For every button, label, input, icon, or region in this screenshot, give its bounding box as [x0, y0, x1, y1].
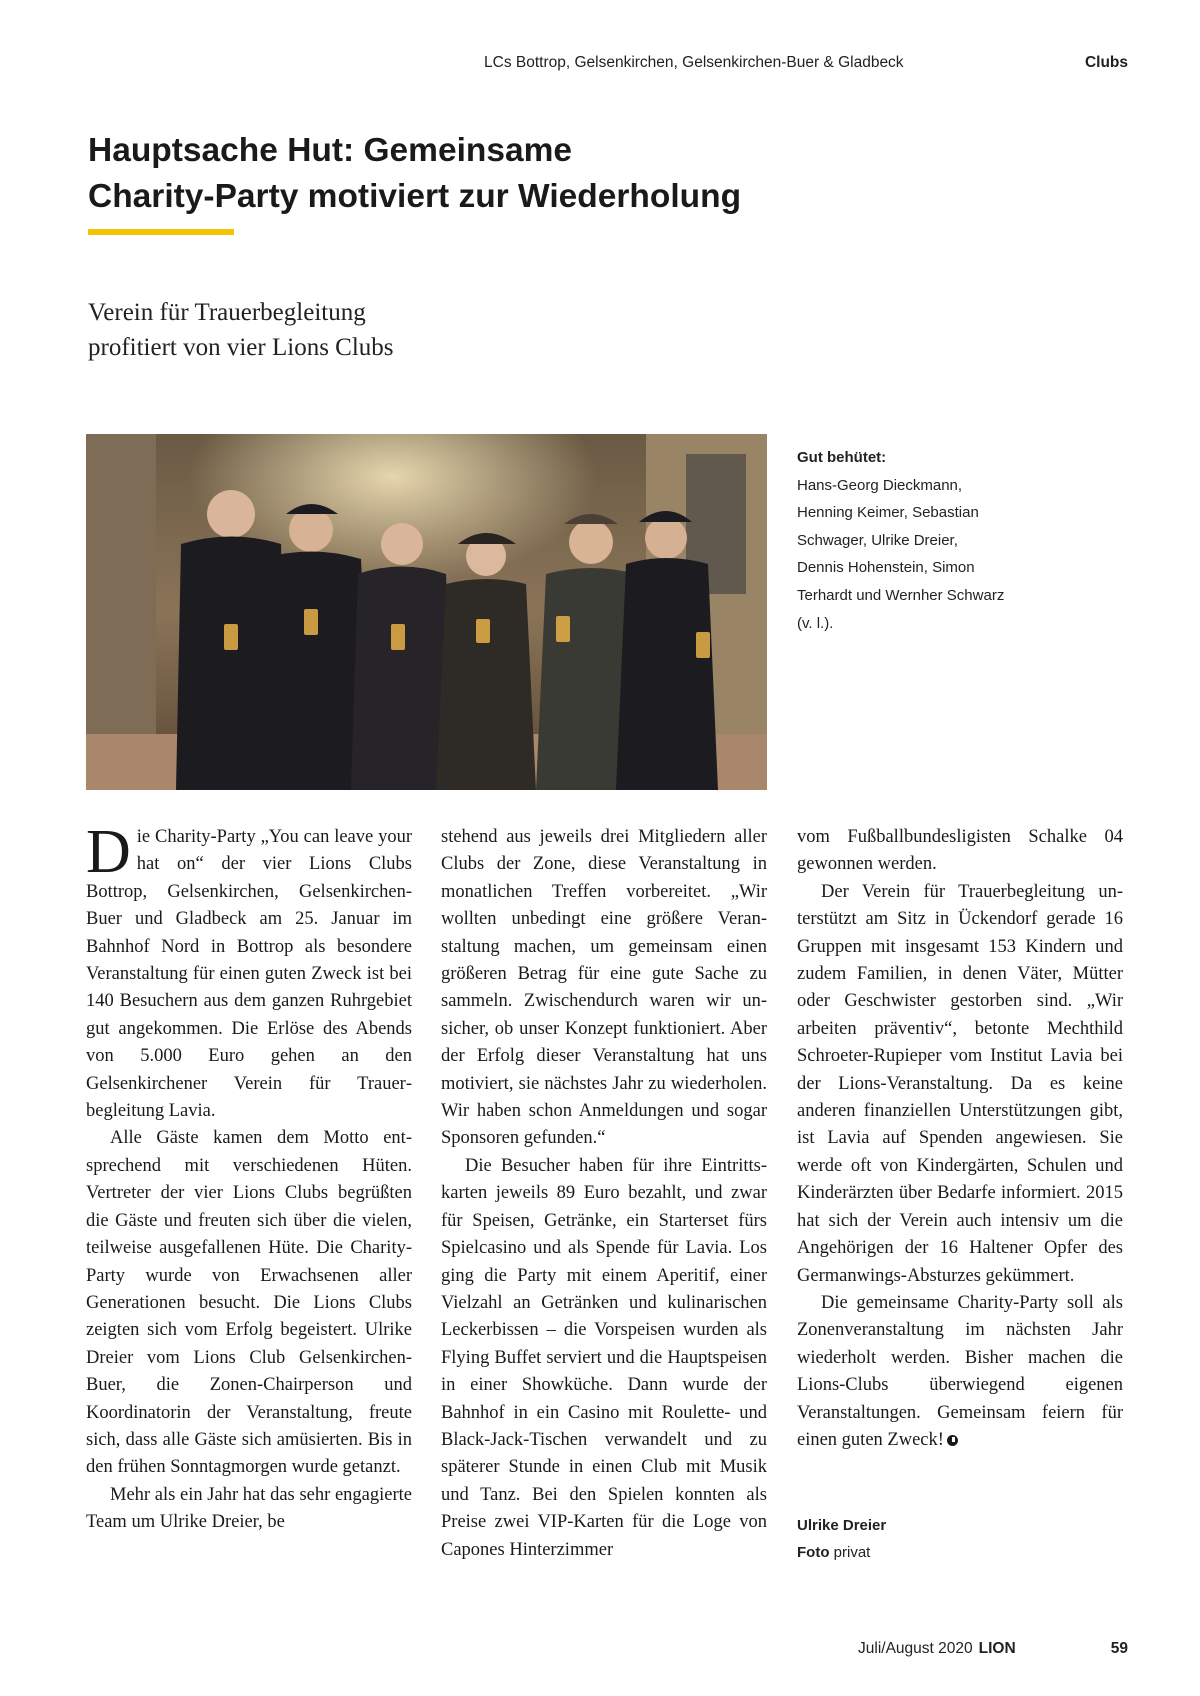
- photo-credit-label: Foto: [797, 1544, 830, 1561]
- paragraph: Die Besucher haben für ihre Eintrittskarten jeweils 89 Euro bezahlt, und zwar für Speisen, Getränke, ein Starterset fürs Spielcasino und als Spende für Lavia. Los ging die Party mit einem Aperitif, einer Vielzahl an Getränken und kulinarischen Leckerbissen – die Vorspeisen wurden als Flying Buffet serviert und die Hauptspeisen in einer Showküche. Dann wurde der Bahnhof in ein Casino mit Roulette- und Black-Jack-Tischen verwandelt und zu späterer Stunde in einen Club mit Musik und Tanz. Bei den Spielen konnten als Preise zwei VIP-Karten für die Loge von Capones Hinterzimmer: [441, 1155, 767, 1560]
- subtitle-line-2: profitiert von vier Lions Clubs: [88, 334, 394, 361]
- section-label: Clubs: [1084, 54, 1128, 71]
- paragraph: [86, 818, 412, 1125]
- paragraph-text: Die gemeinsame Charity-Party soll als Zonenveranstaltung im nächsten Jahr wiederholt werden. Bisher machen die Lions-Clubs überwiegend eigenen Veranstaltungen. Gemeinsam feiern für einen guten Zweck!: [797, 1292, 1123, 1450]
- magazine-brand: LION: [978, 1640, 1016, 1657]
- page-number: 59: [1110, 1640, 1128, 1657]
- paragraph: [797, 1290, 1123, 1454]
- caption-text: Hans-Georg Dieckmann, Henning Keimer, Sebastian Schwager, Ulrike Dreier, Dennis Hohenstein, Simon Terhardt und Wernher Schwarz (v. l.).: [797, 476, 1005, 632]
- paragraph-text: ie Charity-Party „You can leave your hat on“ der vier Lions Clubs Bottrop, Gelsenkirchen, Gelsenkirchen-Buer und Gladbeck am 25. Januar im Bahnhof Nord in Bottrop als besondere Veranstaltung für einen guten Zweck ist bei 140 Besuchern aus dem ganzen Ruhrgebiet gut angekommen. Die Erlöse des Abends von 5.000 Euro gehen an den Gelsenkirchener Verein für Trauerbegleitung Lavia.: [86, 827, 412, 1122]
- subtitle: [88, 295, 394, 365]
- paragraph: Der Verein für Trauerbegleitung unterstützt am Sitz in Ückendorf gerade 16 Gruppen mit insgesamt 153 Kindern und zudem Familien, in denen Väter, Mütter oder Geschwister gestorben sind. „Wir arbeiten präventiv“, betonte Mechthild Schroeter-Rupieper vom Institut Lavia bei der Lions-Veranstaltung. Da es keine anderen finanziellen Unterstützungen gibt, ist Lavia auf Spenden angewiesen. Sie werde oft von Kindergärten, Schulen und Kinderärzten über Bedarfe informiert. 2015 hat sich der Verein auch intensiv um die Angehörigen der 16 Haltener Opfer des Germanwings-Absturzes gekümmert.: [797, 881, 1123, 1286]
- paragraph: vom Fußballbundesligisten Schalke 04 gewonnen werden.: [797, 827, 1123, 875]
- group-photo: [86, 434, 767, 790]
- paragraph: Mehr als ein Jahr hat das sehr engagierte Team um Ulrike Dreier, be: [86, 1484, 412, 1533]
- article-column-3: [797, 824, 1123, 1454]
- article-column-2: [441, 824, 767, 1564]
- caption-title: Gut behütet:: [797, 449, 887, 466]
- running-header: LCs Bottrop, Gelsenkirchen, Gelsenkirchen-Buer & Gladbeck: [484, 54, 904, 71]
- footer-issue: [858, 1640, 1016, 1658]
- author-name: Ulrike Dreier: [797, 1517, 887, 1534]
- drop-cap: D: [86, 818, 131, 886]
- headline-line-2: Charity-Party motiviert zur Wiederholung: [88, 178, 742, 215]
- paragraph: Alle Gäste kamen dem Motto entsprechend mit verschiedenen Hüten. Vertreter der vier Lions Clubs begrüßten die Gäste und freuten sich über die vielen, teilweise ausgefallenen Hüte. Die Charity-Party wurde von Erwachsenen aller Generationen besucht. Die Lions Clubs zeigten sich vom Erfolg begeistert. Ulrike Dreier vom Lions Club Gelsenkirchen-Buer, die Zonen-Chairperson und Koordinatorin der Veranstaltung, freute sich, dass alle Gäste sich amüsierten. Bis in den frühen Sonntagmorgen wurde getanzt.: [86, 1128, 412, 1478]
- photo-credit: privat: [829, 1544, 871, 1561]
- article-column-1: [86, 818, 412, 1537]
- photo-caption: [797, 444, 1007, 637]
- headline: [88, 128, 988, 220]
- subtitle-line-1: Verein für Trauerbegleitung: [88, 299, 366, 326]
- paragraph: stehend aus jeweils drei Mitgliedern aller Clubs der Zone, diese Veranstaltung in monatlichen Treffen vorbereitet. „Wir wollten unbedingt eine größere Veranstaltung machen, um gemeinsam einen größeren Betrag für eine gute Sache zu sammeln. Zwischendurch waren wir unsicher, ob unser Konzept funktioniert. Aber der Erfolg dieser Veranstaltung hat uns motiviert, sie nächstes Jahr zu wiederholen. Wir haben schon Anmeldungen und sogar Sponsoren gefunden.“: [441, 827, 767, 1149]
- end-mark-icon: [947, 1435, 958, 1446]
- issue-date: Juli/August 2020: [858, 1640, 973, 1657]
- headline-line-1: Hauptsache Hut: Gemeinsame: [88, 132, 573, 169]
- byline: [797, 1512, 886, 1566]
- accent-rule: [88, 229, 234, 235]
